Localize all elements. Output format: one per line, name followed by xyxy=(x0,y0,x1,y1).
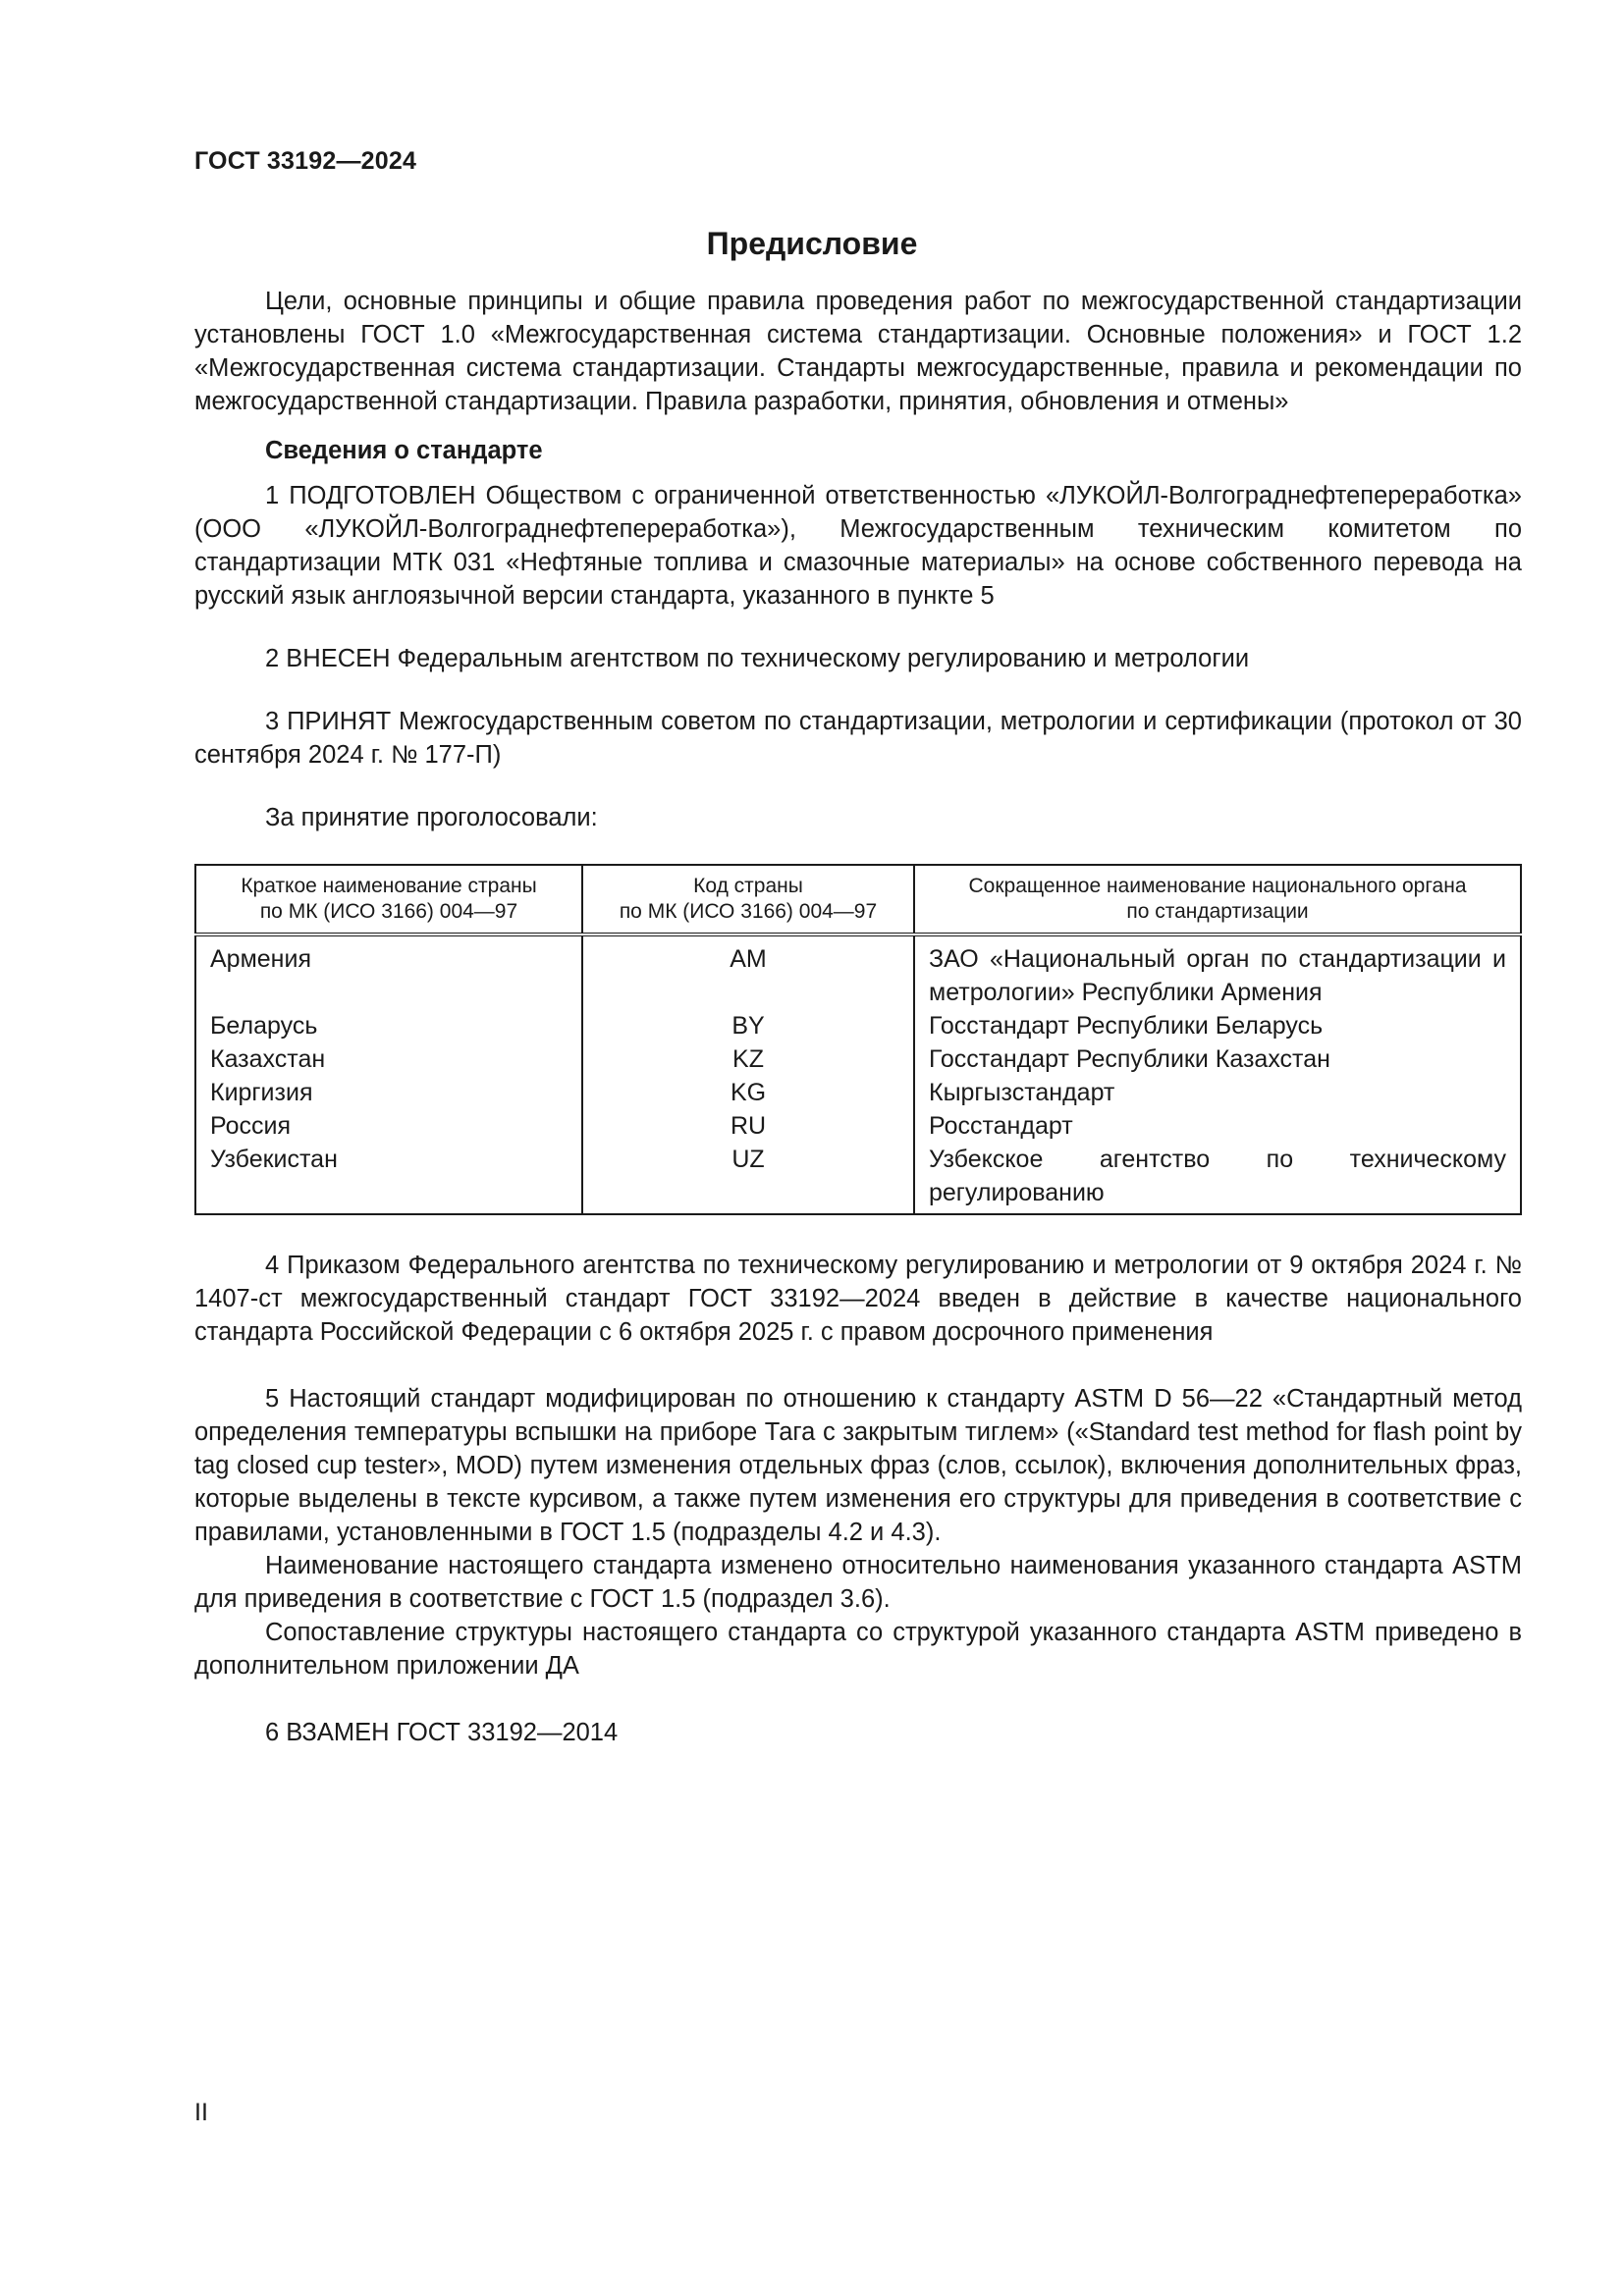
table-row xyxy=(195,1109,1521,1143)
item-1-prepared: 1 ПОДГОТОВЛЕН Обществом с ограниченной ответственностью «ЛУКОЙЛ-Волгограднефтепереработка» (ООО «ЛУКОЙЛ-Волгограднефтепереработка»), Межгосударственным техническим комитетом по стандартизации МТК 031 «Нефтяные топлива и смазочные материалы» на основе собственного перевода на русский язык англоязычной версии стандарта, указанного в пункте 5 xyxy=(194,482,1522,610)
foreword-content xyxy=(194,285,1522,1749)
item-5-name-change: Наименование настоящего стандарта изменено относительно наименования указанного стандарта ASTM для приведения в соответствие с ГОСТ 1.5 (подраздел 3.6). xyxy=(194,1552,1522,1613)
cell-org: Госстандарт Республики Казахстан xyxy=(914,1042,1521,1076)
cell-country: Казахстан xyxy=(195,1042,582,1076)
table-header-row xyxy=(195,865,1521,934)
item-4-order: 4 Приказом Федерального агентства по техническому регулированию и метрологии от 9 октября 2024 г. № 1407-ст межгосударственный стандарт ГОСТ 33192—2024 введен в действие в качестве национального стандарта Российской Федерации с 6 октября 2025 г. с правом досрочного применения xyxy=(194,1252,1522,1346)
cell-country: Узбекистан xyxy=(195,1143,582,1214)
page-number: II xyxy=(194,2099,208,2126)
table-row xyxy=(195,934,1521,1009)
item-6-replaces: 6 ВЗАМЕН ГОСТ 33192—2014 xyxy=(265,1719,619,1746)
item-2-introduced: 2 ВНЕСЕН Федеральным агентством по техническому регулированию и метрологии xyxy=(265,645,1250,672)
cell-code: AM xyxy=(582,934,914,1009)
header-country-line2: по МК (ИСО 3166) 004—97 xyxy=(259,900,518,923)
voting-table xyxy=(194,864,1522,1215)
cell-org: Росстандарт xyxy=(914,1109,1521,1143)
cell-code: UZ xyxy=(582,1143,914,1214)
header-country xyxy=(195,865,582,934)
table-row xyxy=(195,1042,1521,1076)
page-title: Предисловие xyxy=(706,226,918,261)
item-5-modified: 5 Настоящий стандарт модифицирован по отношению к стандарту ASTM D 56—22 «Стандартный метод определения температуры вспышки на приборе Тага с закрытым тиглем» («Standard test method for flash point by tag closed cup tester», MOD) путем изменения отдельных фраз (слов, ссылок), включения дополнительных фраз, которые выделены в тексте курсивом, а также путем изменения его структуры для приведения в соответствие с правилами, установленными в ГОСТ 1.5 (подразделы 4.2 и 4.3). xyxy=(194,1385,1522,1546)
cell-code: RU xyxy=(582,1109,914,1143)
cell-country: Беларусь xyxy=(195,1009,582,1042)
table-row xyxy=(195,1076,1521,1109)
header-code-line2: по МК (ИСО 3166) 004—97 xyxy=(619,900,878,923)
intro-paragraph: Цели, основные принципы и общие правила проведения работ по межгосударственной стандартизации установлены ГОСТ 1.0 «Межгосударственная система стандартизации. Основные положения» и ГОСТ 1.2 «Межгосударственная система стандартизации. Стандарты межгосударственные, правила и рекомендации по межгосударственной стандартизации. Правила разработки, принятия, обновления и отмены» xyxy=(194,288,1522,415)
cell-org: ЗАО «Национальный орган по стандартизации и метрологии» Республики Армения xyxy=(914,934,1521,1009)
header-org-line1: Сокращенное наименование национального органа xyxy=(968,875,1467,897)
cell-code: KZ xyxy=(582,1042,914,1076)
voted-label: За принятие проголосовали: xyxy=(265,804,598,831)
cell-country: Армения xyxy=(195,934,582,1009)
cell-code: BY xyxy=(582,1009,914,1042)
header-country-line1: Краткое наименование страны xyxy=(241,875,537,897)
cell-org: Кыргызстандарт xyxy=(914,1076,1521,1109)
cell-org: Госстандарт Республики Беларусь xyxy=(914,1009,1521,1042)
item-3-adopted: 3 ПРИНЯТ Межгосударственным советом по стандартизации, метрологии и сертификации (протокол от 30 сентября 2024 г. № 177-П) xyxy=(194,708,1522,769)
header-code-line1: Код страны xyxy=(693,875,803,897)
header-org-line2: по стандартизации xyxy=(1126,900,1309,923)
cell-country: Россия xyxy=(195,1109,582,1143)
table-row xyxy=(195,1009,1521,1042)
info-heading: Сведения о стандарте xyxy=(265,437,543,464)
cell-country: Киргизия xyxy=(195,1076,582,1109)
item-5-structure-comparison: Сопоставление структуры настоящего стандарта со структурой указанного стандарта ASTM приведено в дополнительном приложении ДА xyxy=(194,1619,1522,1680)
header-org xyxy=(914,865,1521,934)
header-code xyxy=(582,865,914,934)
table-row xyxy=(195,1143,1521,1214)
doc-code-header: ГОСТ 33192—2024 xyxy=(194,147,417,175)
cell-org: Узбекское агентство по техническому регулированию xyxy=(914,1143,1521,1214)
cell-code: KG xyxy=(582,1076,914,1109)
